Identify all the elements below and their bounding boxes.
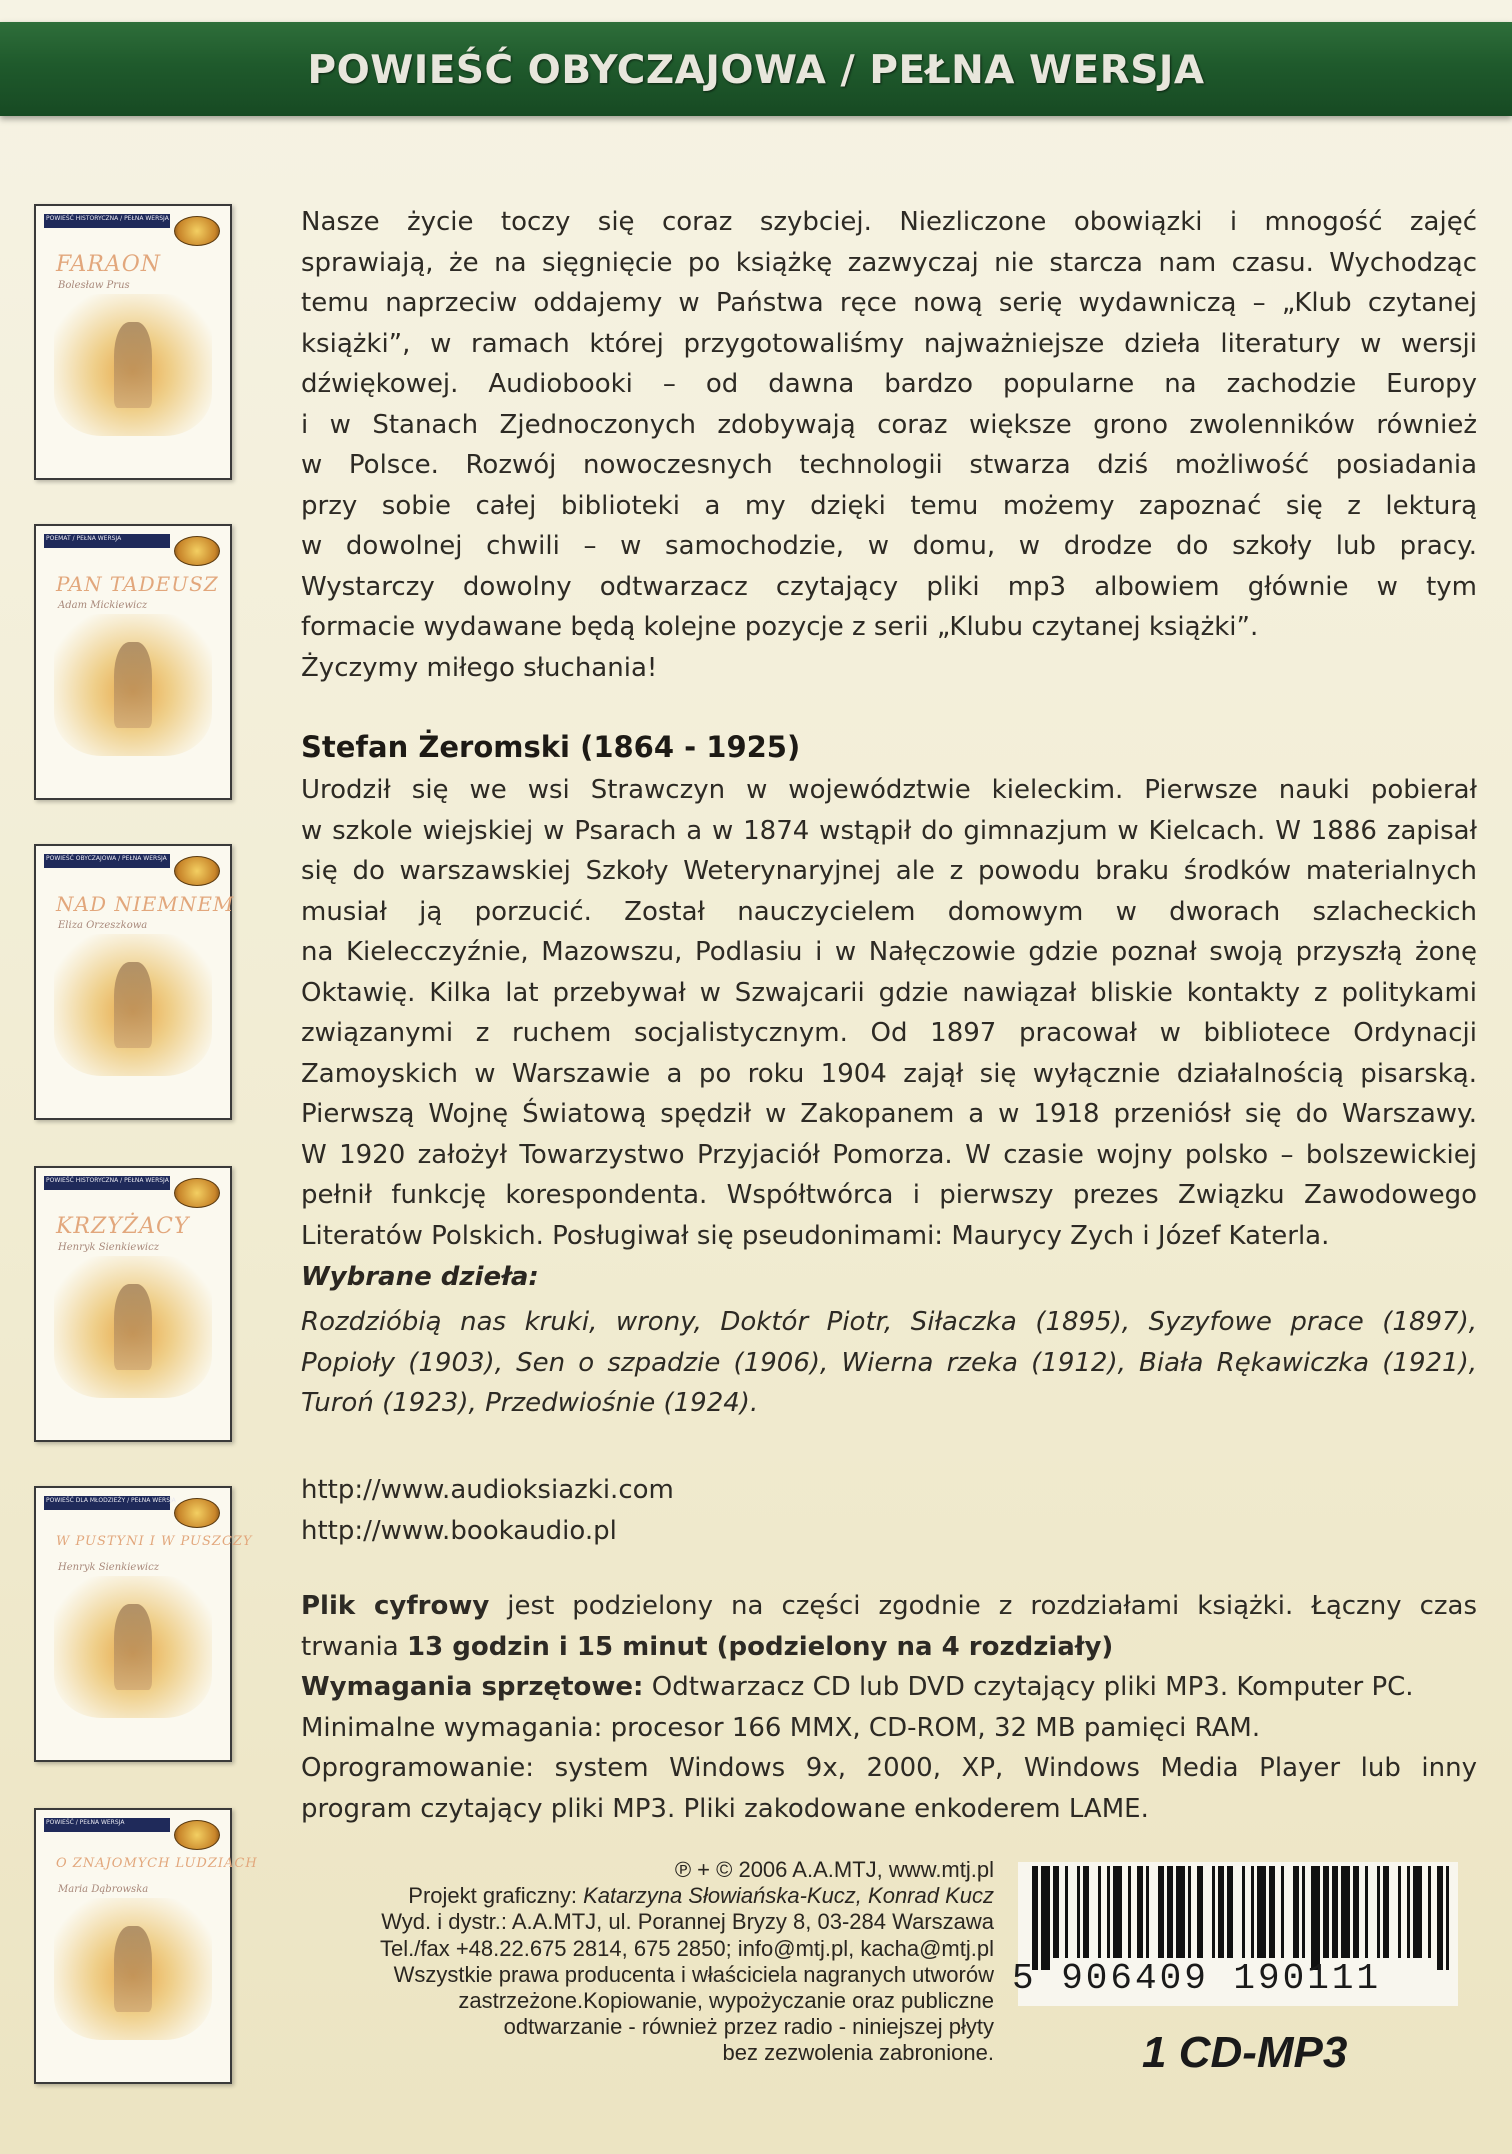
cover-title: NAD NIEMNEM — [56, 892, 235, 916]
contact-line: Tel./fax +48.22.675 2814, 675 2850; info@mtj.pl, kacha@mtj.pl — [380, 1935, 994, 1961]
rights-line: bez zezwolenia zabronione. — [722, 2040, 994, 2066]
format-label: 1 CD-MP3 — [1142, 2028, 1348, 2077]
barcode-bar — [1269, 1866, 1275, 1958]
publisher-logo-icon — [174, 536, 220, 566]
barcode-bar — [1281, 1866, 1284, 1958]
barcode-bar — [1227, 1866, 1233, 1958]
requirements-text: Odtwarzacz CD lub DVD czytający pliki MP3. Komputer PC. — [643, 1672, 1414, 1702]
barcode-bar — [1098, 1866, 1101, 1958]
intro-line: książki”, w ramach której przygotowaliśmy najważniejsze dzieła literatury w wersji — [301, 328, 1477, 359]
design-names: Katarzyna Słowiańska-Kucz, Konrad Kucz — [583, 1883, 994, 1909]
barcode-bar — [1251, 1866, 1254, 1958]
barcode-bar — [1323, 1866, 1329, 1958]
barcode-bar — [1293, 1866, 1299, 1958]
author-heading: Stefan Żeromski (1864 - 1925) — [301, 730, 801, 764]
barcode-bar — [1113, 1866, 1122, 1958]
cover-dabrowska — [34, 1808, 258, 2084]
cover-strip-label: POWIEŚĆ HISTORYCZNA / PEŁNA WERSJA — [46, 215, 169, 222]
bio-line: się do warszawskiej Szkoły Weterynaryjnej ale z powodu braku środków materialnych — [301, 856, 1477, 886]
barcode-bar — [1218, 1866, 1224, 1958]
cover-illustration — [54, 294, 212, 436]
bio-line: związanymi z ruchem socjalistycznym. Od 1897 pracował w bibliotece Ordynacji — [301, 1018, 1477, 1048]
barcode-bar — [1083, 1866, 1089, 1958]
intro-line: w dowolnej chwili – w samochodzie, w domu, w drodze do szkoły lub pracy. — [301, 531, 1477, 561]
duration-value: 13 godzin i 15 minut (podzielony na 4 rozdziały) — [406, 1631, 1114, 1662]
publisher-logo-icon — [174, 856, 220, 886]
barcode-bar — [1446, 1866, 1449, 1970]
intro-line: przy sobie całej biblioteki a my dzięki temu możemy zapoznać się z lekturą — [301, 490, 1477, 521]
barcode-bar — [1077, 1866, 1080, 1958]
cover-illustration — [54, 1256, 212, 1398]
barcode-bar — [1353, 1866, 1359, 1958]
cover-author: Henryk Sienkiewicz — [58, 1562, 159, 1573]
cover-title: KRZYŻACY — [56, 1214, 190, 1239]
intro-line: w Polsce. Rozwój nowoczesnych technologii stwarza dziś możliwość posiadania — [301, 450, 1477, 480]
barcode-bar — [1332, 1866, 1338, 1958]
barcode-bars — [1018, 1862, 1458, 1972]
barcode-bar — [1065, 1866, 1068, 1958]
cover-title: W PUSTYNI I W PUSZCZY — [56, 1534, 253, 1549]
barcode-bar — [1176, 1866, 1185, 1958]
cover-strip-label: POWIEŚĆ / PEŁNA WERSJA — [46, 1819, 125, 1826]
barcode-bar — [1212, 1866, 1215, 1958]
barcode-bar — [1041, 1866, 1050, 1970]
cover-krzyzacy — [34, 1166, 232, 1442]
bio-line: musiał ją porzucić. Został nauczycielem domowym w dworach szlacheckich — [301, 896, 1477, 927]
software-line: Oprogramowanie: system Windows 9x, 2000, XP, Windows Media Player lub inny — [301, 1753, 1477, 1783]
bio-line: Oktawię. Kilka lat przebywał w Szwajcarii gdzie nawiązał bliskie kontakty z politykami — [301, 977, 1477, 1008]
intro-line: temu naprzeciw oddajemy w Państwa ręce nową serię wydawniczą – „Klub czytanej — [301, 288, 1477, 318]
credits-block — [290, 1857, 994, 2067]
cover-illustration — [54, 1576, 212, 1718]
intro-line: Życzymy miłego słuchania! — [301, 652, 658, 683]
barcode-bar — [1242, 1866, 1245, 1958]
intro-line: dźwiękowej. Audiobooki – od dawna bardzo popularne na zachodzie Europy — [301, 369, 1477, 399]
bio-line: na Kielecczyźnie, Mazowszu, Podlasiu i w Nałęczowie gdzie poznał swoją przyszłą żonę — [301, 937, 1477, 967]
cover-title: O ZNAJOMYCH LUDZIACH — [56, 1856, 258, 1871]
cover-illustration — [54, 1898, 212, 2040]
intro-paragraph — [301, 202, 1477, 688]
barcode-bar — [1398, 1866, 1401, 1958]
cover-strip-label: POEMAT / PEŁNA WERSJA — [46, 535, 122, 542]
barcode-bar — [1128, 1866, 1131, 1958]
cover-title: PAN TADEUSZ — [56, 572, 219, 596]
intro-line: sprawiają, że na sięgnięcie po książkę zazwyczaj nie starcza nam czasu. Wychodząc — [301, 247, 1477, 278]
barcode-bar — [1428, 1866, 1431, 1958]
works-line: Turoń (1923), Przedwiośnie (1924). — [301, 1388, 759, 1418]
publisher-logo-icon — [174, 1498, 220, 1528]
link-audioksiazki[interactable]: http://www.audioksiazki.com — [301, 1475, 674, 1505]
works-heading: Wybrane dzieła: — [301, 1262, 539, 1292]
header-bar — [0, 22, 1512, 116]
barcode-bar — [1311, 1866, 1320, 1970]
bio-line: W 1920 założył Towarzystwo Przyjaciół Pomorza. W czasie wojny polsko – bolszewickiej — [301, 1139, 1477, 1170]
barcode-bar — [1413, 1866, 1422, 1958]
copyright-line: ℗ + © 2006 A.A.MTJ, www.mtj.pl — [674, 1857, 994, 1882]
design-credit-line — [290, 1883, 994, 1909]
works-list — [301, 1302, 1477, 1424]
barcode-bar — [1107, 1866, 1110, 1958]
cover-nad-niemnem — [34, 844, 235, 1120]
cover-author: Eliza Orzeszkowa — [58, 920, 148, 931]
barcode-bar — [1167, 1866, 1173, 1958]
min-requirements-line: Minimalne wymagania: procesor 166 MMX, CD-ROM, 32 MB pamięci RAM. — [301, 1712, 1261, 1743]
link-bookaudio[interactable]: http://www.bookaudio.pl — [301, 1515, 617, 1546]
intro-line: Nasze życie toczy się coraz szybciej. Niezliczone obowiązki i mnogość zajęć — [301, 207, 1477, 237]
cover-title: FARAON — [56, 252, 161, 277]
barcode-bar — [1053, 1866, 1059, 1958]
barcode-bar — [1302, 1866, 1305, 1958]
barcode-bar — [1032, 1866, 1038, 1970]
intro-line: i w Stanach Zjednoczonych zdobywają coraz większe grono zwolenników również — [301, 409, 1477, 440]
bio-line: Zamoyskich w Warszawie a po roku 1904 zajął się wyłącznie działalnością pisarską. — [301, 1058, 1477, 1089]
barcode-bar — [1383, 1866, 1389, 1958]
barcode-bar — [1257, 1866, 1266, 1958]
bio-line: Literatów Polskich. Posługiwał się pseudonimami: Maurycy Zych i Józef Katerla. — [301, 1220, 1330, 1251]
publisher-logo-icon — [174, 216, 220, 246]
cover-illustration — [54, 614, 212, 756]
duration-prefix: trwania — [301, 1631, 407, 1662]
author-bio — [301, 770, 1477, 1256]
requirements-line — [301, 1667, 1477, 1708]
publisher-line: Wyd. i dystr.: A.A.MTJ, ul. Porannej Bryzy 8, 03-284 Warszawa — [381, 1909, 994, 1935]
bio-line: Urodził się we wsi Strawczyn w województwie kieleckim. Pierwsze nauki pobierał — [301, 775, 1477, 805]
cover-strip-label: POWIEŚĆ OBYCZAJOWA / PEŁNA WERSJA — [46, 855, 167, 862]
rights-line: odtwarzanie - również przez radio - niniejszej płyty — [503, 2014, 994, 2040]
series-title: POWIEŚĆ OBYCZAJOWA / PEŁNA WERSJA — [307, 48, 1205, 93]
publisher-logo-icon — [174, 1820, 220, 1850]
duration-line — [301, 1627, 1477, 1668]
works-line: Popioły (1903), Sen o szpadzie (1906), Wierna rzeka (1912), Biała Rękawiczka (1921), — [301, 1347, 1477, 1378]
cover-strip-label: POWIEŚĆ DLA MŁODZIEŻY / PEŁNA WERSJA — [46, 1497, 176, 1504]
barcode-bar — [1158, 1866, 1164, 1958]
barcode-bar — [1365, 1866, 1368, 1958]
rights-line: Wszystkie prawa producenta i właściciela nagranych utworów — [393, 1961, 994, 1987]
intro-line: Wystarczy dowolny odtwarzacz czytający pliki mp3 albowiem głównie w tym — [301, 571, 1477, 602]
file-text: jest podzielony na części zgodnie z rozdziałami książki. Łączny czas — [489, 1591, 1477, 1621]
technical-info — [301, 1586, 1477, 1829]
cover-pan-tadeusz — [34, 524, 232, 800]
intro-line: formacie wydawane będą kolejne pozycje z serii „Klubu czytanej książki”. — [301, 612, 1259, 642]
design-label: Projekt graficzny: — [408, 1883, 584, 1909]
rights-line: zastrzeżone.Kopiowanie, wypożyczanie oraz publiczne — [458, 1988, 994, 2014]
bio-line: w szkole wiejskiej w Psarach a w 1874 wstąpił do gimnazjum w Kielcach. W 1886 zapisał — [301, 815, 1477, 846]
barcode-bar — [1341, 1866, 1350, 1958]
barcode-number: 5 906409 190111 — [1012, 1958, 1382, 1999]
cover-author: Bolesław Prus — [58, 280, 130, 291]
cover-author: Henryk Sienkiewicz — [58, 1242, 159, 1253]
cover-author: Adam Mickiewicz — [58, 600, 148, 611]
file-label: Plik cyfrowy — [301, 1591, 490, 1621]
barcode-bar — [1197, 1866, 1203, 1958]
website-links — [301, 1470, 1477, 1551]
cover-w-pustyni — [34, 1486, 253, 1762]
cover-illustration — [54, 934, 212, 1076]
cover-faraon — [34, 204, 232, 480]
barcode-bar — [1377, 1866, 1380, 1958]
barcode-bar — [1137, 1866, 1143, 1958]
works-line: Rozdzióbią nas kruki, wrony, Doktór Piotr, Siłaczka (1895), Syzyfowe prace (1897), — [301, 1307, 1477, 1337]
barcode-bar — [1407, 1866, 1410, 1958]
barcode-bar — [1146, 1866, 1149, 1958]
bio-line: Pierwszą Wojnę Światową spędził w Zakopanem a w 1918 przeniósł się do Warszawy. — [301, 1099, 1477, 1129]
cover-author: Maria Dąbrowska — [58, 1884, 149, 1895]
barcode-bar — [1437, 1866, 1443, 1970]
publisher-logo-icon — [174, 1178, 220, 1208]
barcode-bar — [1188, 1866, 1191, 1958]
requirements-label: Wymagania sprzętowe: — [301, 1672, 644, 1702]
bio-line: pełnił funkcję korespondenta. Współtwórca i pierwszy prezes Związku Zawodowego — [301, 1180, 1477, 1210]
cover-strip-label: POWIEŚĆ HISTORYCZNA / PEŁNA WERSJA — [46, 1177, 169, 1184]
file-info-line — [301, 1586, 1477, 1627]
software-line: program czytający pliki MP3. Pliki zakodowane enkoderem LAME. — [301, 1793, 1149, 1824]
